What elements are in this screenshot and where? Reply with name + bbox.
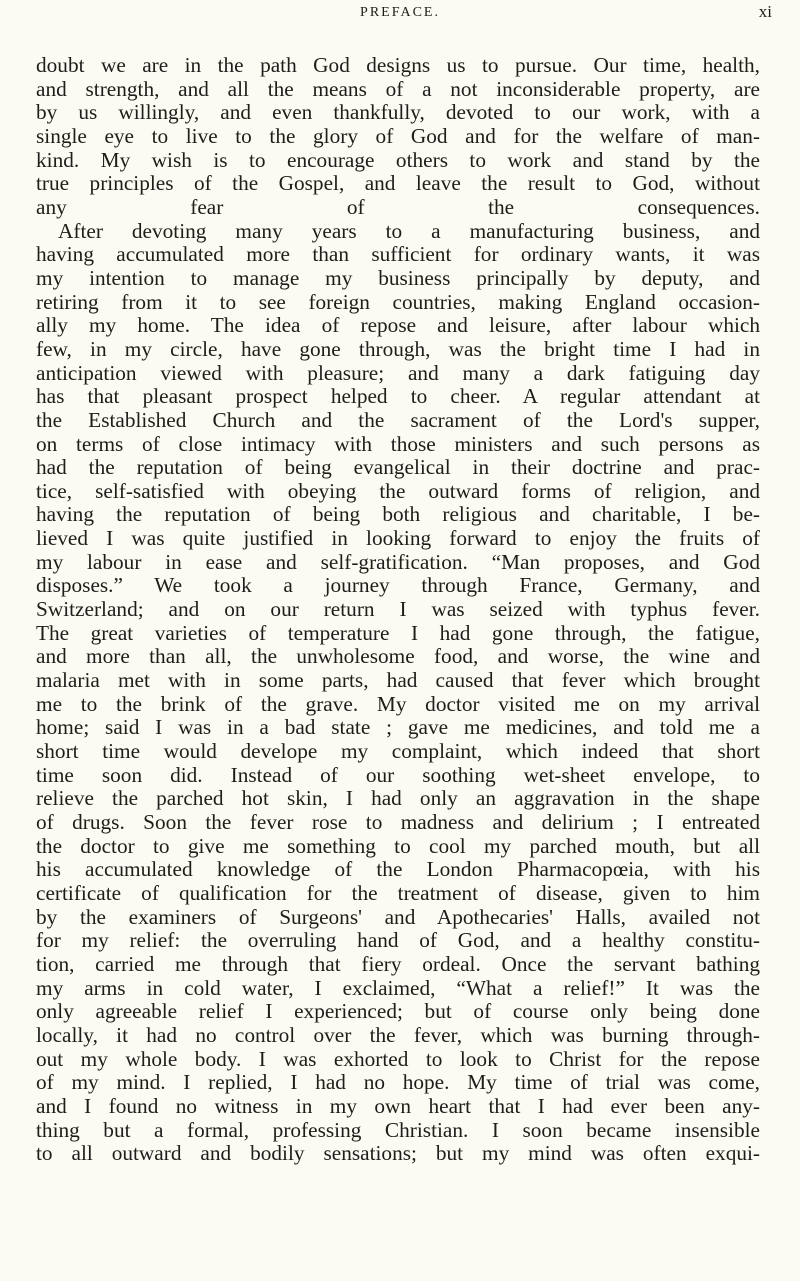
- text-line: doubt we are in the path God designs us to pursue. Our time, health,: [36, 54, 760, 77]
- text-line: of my mind. I replied, I had no hope. My time of trial was come,: [36, 1071, 760, 1095]
- running-head: [0, 2, 800, 22]
- text-line: on terms of close intimacy with those ministers and such persons as: [36, 432, 760, 456]
- text-line: the Established Church and the sacrament of the Lord's supper,: [36, 408, 760, 432]
- text-line: his accumulated knowledge of the London Pharmacopœia, with his: [36, 858, 760, 882]
- text-line: having accumulated more than sufficient for ordinary wants, it was: [36, 243, 760, 267]
- text-line: certificate of qualification for the treatment of disease, given to him: [36, 881, 760, 905]
- text-line: disposes.” We took a journey through France, Germany, and: [36, 574, 760, 598]
- text-line: my labour in ease and self-gratification. “Man proposes, and God: [36, 550, 760, 574]
- text-line: of drugs. Soon the fever rose to madness and delirium ; I entreated: [36, 811, 760, 834]
- body-text: [36, 54, 760, 1166]
- text-line: Switzerland; and on our return I was seized with typhus fever.: [36, 598, 760, 622]
- text-line: tion, carried me through that fiery ordeal. Once the servant bathing: [36, 952, 760, 976]
- text-line: few, in my circle, have gone through, was the bright time I had in: [36, 337, 760, 361]
- text-line: having the reputation of being both religious and charitable, I be-: [36, 503, 760, 527]
- text-line: any fear of the consequences.: [36, 195, 760, 219]
- text-line: lieved I was quite justified in looking forward to enjoy the fruits of: [36, 527, 760, 551]
- text-line: by the examiners of Surgeons' and Apothecaries' Halls, availed not: [36, 905, 760, 929]
- text-line: by us willingly, and even thankfully, devoted to our work, with a: [36, 101, 760, 125]
- running-title: PREFACE.: [360, 5, 440, 20]
- page-number: xi: [758, 2, 772, 21]
- text-line: me to the brink of the grave. My doctor visited me on my arrival: [36, 692, 760, 716]
- text-line: anticipation viewed with pleasure; and many a dark fatiguing day: [36, 361, 760, 385]
- text-line: for my relief: the overruling hand of God, and a healthy constitu-: [36, 929, 760, 953]
- text-line: only agreeable relief I experienced; but of course only being done: [36, 1000, 760, 1024]
- text-line: single eye to live to the glory of God and for the welfare of man-: [36, 124, 760, 148]
- text-line: locally, it had no control over the fever, which was burning through-: [36, 1023, 760, 1047]
- text-line: malaria met with in some parts, had caused that fever which brought: [36, 669, 760, 693]
- text-line: my intention to manage my business principally by deputy, and: [36, 266, 760, 290]
- text-line: my arms in cold water, I exclaimed, “What a relief!” It was the: [36, 976, 760, 1000]
- text-line: ally my home. The idea of repose and leisure, after labour which: [36, 314, 760, 338]
- text-line: The great varieties of temperature I had gone through, the fatigue,: [36, 621, 760, 645]
- text-line: short time would develope my complaint, which indeed that short: [36, 740, 760, 764]
- text-line: thing but a formal, professing Christian. I soon became insensible: [36, 1118, 760, 1142]
- text-line: kind. My wish is to encourage others to work and stand by the: [36, 148, 760, 172]
- text-line: tice, self-satisfied with obeying the outward forms of religion, and: [36, 479, 760, 503]
- text-line: relieve the parched hot skin, I had only an aggravation in the shape: [36, 787, 760, 811]
- text-line: to all outward and bodily sensations; but my mind was often exqui-: [36, 1142, 760, 1166]
- text-line: and strength, and all the means of a not inconsiderable property, are: [36, 77, 760, 101]
- text-line: home; said I was in a bad state ; gave me medicines, and told me a: [36, 716, 760, 740]
- text-line: had the reputation of being evangelical in their doctrine and prac-: [36, 456, 760, 480]
- text-line: time soon did. Instead of our soothing wet-sheet envelope, to: [36, 763, 760, 787]
- text-line: and more than all, the unwholesome food, and worse, the wine and: [36, 645, 760, 669]
- text-line: retiring from it to see foreign countries, making England occasion-: [36, 290, 760, 314]
- text-line: true principles of the Gospel, and leave the result to God, without: [36, 172, 760, 196]
- text-line: has that pleasant prospect helped to cheer. A regular attendant at: [36, 385, 760, 409]
- text-line: and I found no witness in my own heart that I had ever been any-: [36, 1094, 760, 1118]
- text-line: the doctor to give me something to cool my parched mouth, but all: [36, 834, 760, 858]
- paragraph-start-line: After devoting many years to a manufacturing business, and: [58, 219, 760, 243]
- text-line: out my whole body. I was exhorted to look to Christ for the repose: [36, 1047, 760, 1071]
